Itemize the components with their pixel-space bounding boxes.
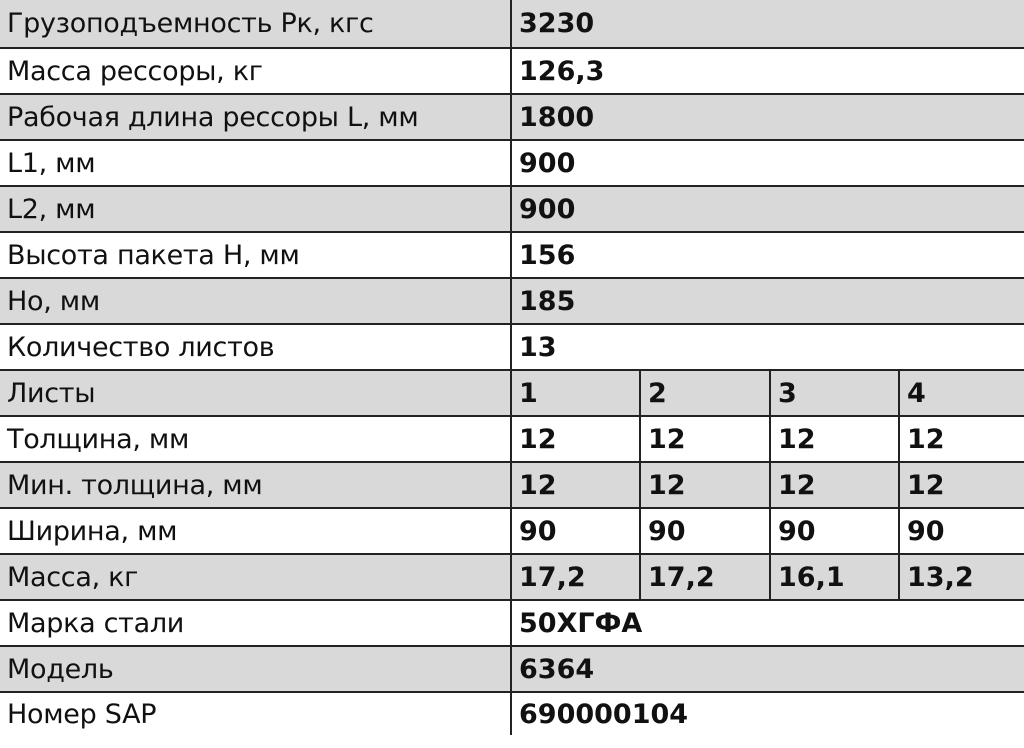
leaf-cell: 12 — [899, 462, 1024, 508]
row-label: Количество листов — [0, 324, 511, 370]
leaf-cell: 12 — [511, 462, 640, 508]
row-label: Листы — [0, 370, 511, 416]
row-value: 900 — [511, 140, 1024, 186]
leaf-cell: 17,2 — [511, 554, 640, 600]
leaf-cell: 1 — [511, 370, 640, 416]
leaf-cell: 12 — [770, 416, 899, 462]
leaf-cell: 4 — [899, 370, 1024, 416]
row-value: 6364 — [511, 646, 1024, 692]
row-value: 690000104 — [511, 692, 1024, 735]
row-label: Модель — [0, 646, 511, 692]
spec-row-l1 — [0, 140, 1024, 186]
leaf-row-mass — [0, 554, 1024, 600]
leaf-cell: 2 — [640, 370, 770, 416]
row-label: Ширина, мм — [0, 508, 511, 554]
row-label: Масса, кг — [0, 554, 511, 600]
spec-row-spring-mass — [0, 48, 1024, 94]
row-label: Высота пакета Н, мм — [0, 232, 511, 278]
row-value: 50ХГФА — [511, 600, 1024, 646]
row-label: L1, мм — [0, 140, 511, 186]
leaf-cell: 12 — [899, 416, 1024, 462]
spec-row-leaf-count — [0, 324, 1024, 370]
leaf-cell: 90 — [640, 508, 770, 554]
leaf-cell: 12 — [511, 416, 640, 462]
leaf-row-leaves — [0, 370, 1024, 416]
spec-row-steel-grade — [0, 600, 1024, 646]
leaf-row-width — [0, 508, 1024, 554]
spec-row-ho — [0, 278, 1024, 324]
leaf-row-thickness — [0, 416, 1024, 462]
spec-row-l2 — [0, 186, 1024, 232]
row-label: Толщина, мм — [0, 416, 511, 462]
row-label: L2, мм — [0, 186, 511, 232]
spec-row-model — [0, 646, 1024, 692]
spec-row-load-capacity — [0, 0, 1024, 48]
row-label: Рабочая длина рессоры L, мм — [0, 94, 511, 140]
row-value: 156 — [511, 232, 1024, 278]
row-label: Грузоподъемность Рк, кгс — [0, 0, 511, 48]
leaf-cell: 16,1 — [770, 554, 899, 600]
spec-row-pack-height — [0, 232, 1024, 278]
spec-row-working-length — [0, 94, 1024, 140]
leaf-cell: 90 — [511, 508, 640, 554]
leaf-cell: 13,2 — [899, 554, 1024, 600]
spec-row-sap-number — [0, 692, 1024, 735]
row-value: 3230 — [511, 0, 1024, 48]
row-value: 185 — [511, 278, 1024, 324]
row-value: 1800 — [511, 94, 1024, 140]
leaf-cell: 12 — [770, 462, 899, 508]
leaf-cell: 3 — [770, 370, 899, 416]
row-label: Номер SAP — [0, 692, 511, 735]
leaf-cell: 12 — [640, 416, 770, 462]
leaf-row-min-thickness — [0, 462, 1024, 508]
leaf-cell: 12 — [640, 462, 770, 508]
row-value: 126,3 — [511, 48, 1024, 94]
row-value: 900 — [511, 186, 1024, 232]
row-label: Марка стали — [0, 600, 511, 646]
row-label: Но, мм — [0, 278, 511, 324]
row-label: Масса рессоры, кг — [0, 48, 511, 94]
leaf-cell: 90 — [770, 508, 899, 554]
row-value: 13 — [511, 324, 1024, 370]
leaf-cell: 17,2 — [640, 554, 770, 600]
leaf-cell: 90 — [899, 508, 1024, 554]
row-label: Мин. толщина, мм — [0, 462, 511, 508]
